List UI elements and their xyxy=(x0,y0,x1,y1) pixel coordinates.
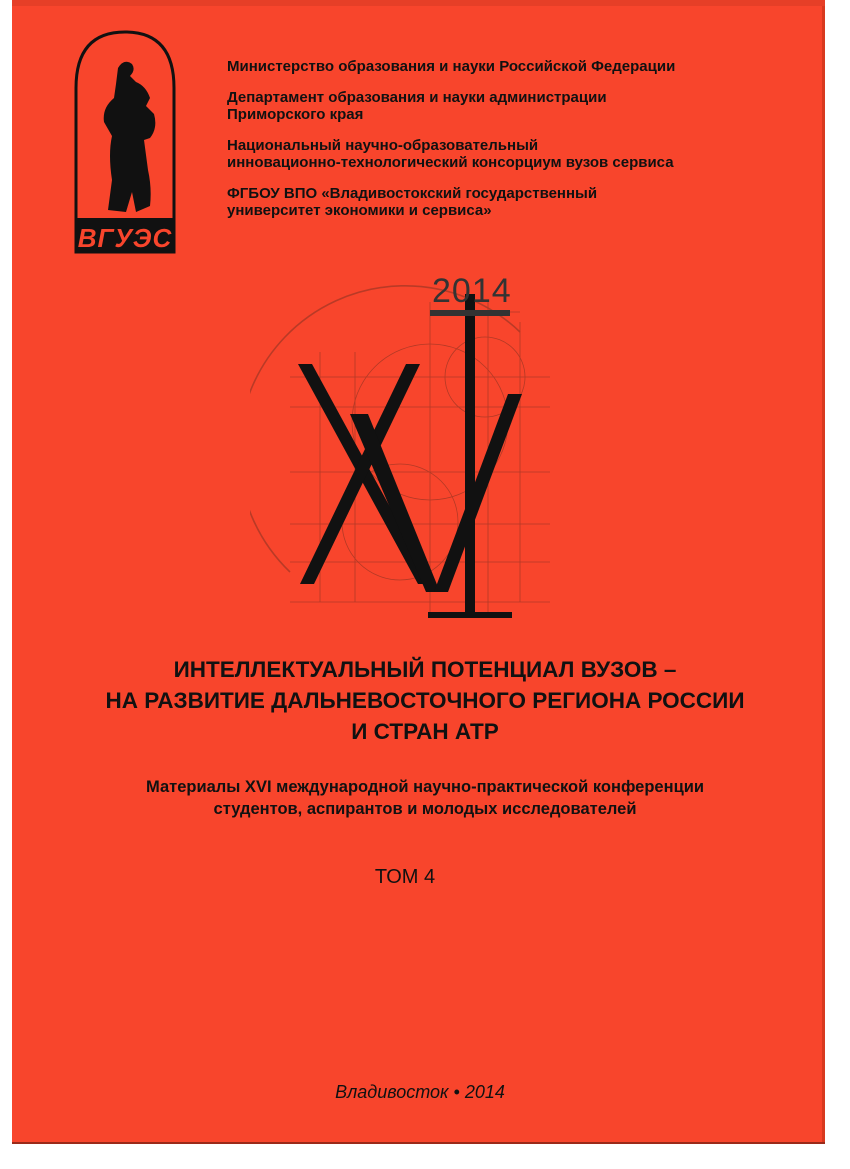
title-line: НА РАЗВИТИЕ ДАЛЬНЕВОСТОЧНОГО РЕГИОНА РОССИИ xyxy=(105,688,745,713)
organizations-block xyxy=(227,58,787,233)
organization-line: Министерство образования и науки Российской Федерации xyxy=(227,58,676,75)
roman-xvi-icon xyxy=(250,262,580,642)
conference-emblem xyxy=(250,262,580,642)
organization-line: инновационно-технологический консорциум вузов сервиса xyxy=(227,154,674,171)
title-line: И СТРАН АТР xyxy=(351,719,499,744)
organization-line: ФГБОУ ВПО «Владивостокский государственный xyxy=(227,185,598,202)
university-logo xyxy=(70,28,180,254)
subtitle-line: студентов, аспирантов и молодых исследователей xyxy=(213,800,637,818)
emblem-year: 2014 xyxy=(432,272,512,310)
volume-number: ТОМ 4 xyxy=(374,866,436,888)
subtitle-line: Материалы XVI международной научно-практической конференции xyxy=(146,778,704,796)
organization-consortium xyxy=(227,137,787,171)
organization-department xyxy=(227,89,787,123)
book-subtitle xyxy=(60,776,790,820)
organization-line: университет экономики и сервиса» xyxy=(227,202,492,219)
cover-top-edge xyxy=(12,0,825,6)
book-title xyxy=(40,654,810,747)
organization-line: Национальный научно-образовательный xyxy=(227,137,539,154)
organization-university xyxy=(227,185,787,219)
title-line: ИНТЕЛЛЕКТУАЛЬНЫЙ ПОТЕНЦИАЛ ВУЗОВ – xyxy=(173,657,677,682)
logo-text: ВГУЭС xyxy=(77,222,173,253)
organization-line: Департамент образования и науки администрации xyxy=(227,89,607,106)
imprint-city-year: Владивосток • 2014 xyxy=(335,1082,505,1102)
organization-ministry xyxy=(227,58,787,75)
statue-emblem-icon xyxy=(70,28,180,254)
organization-line: Приморского края xyxy=(227,106,364,123)
